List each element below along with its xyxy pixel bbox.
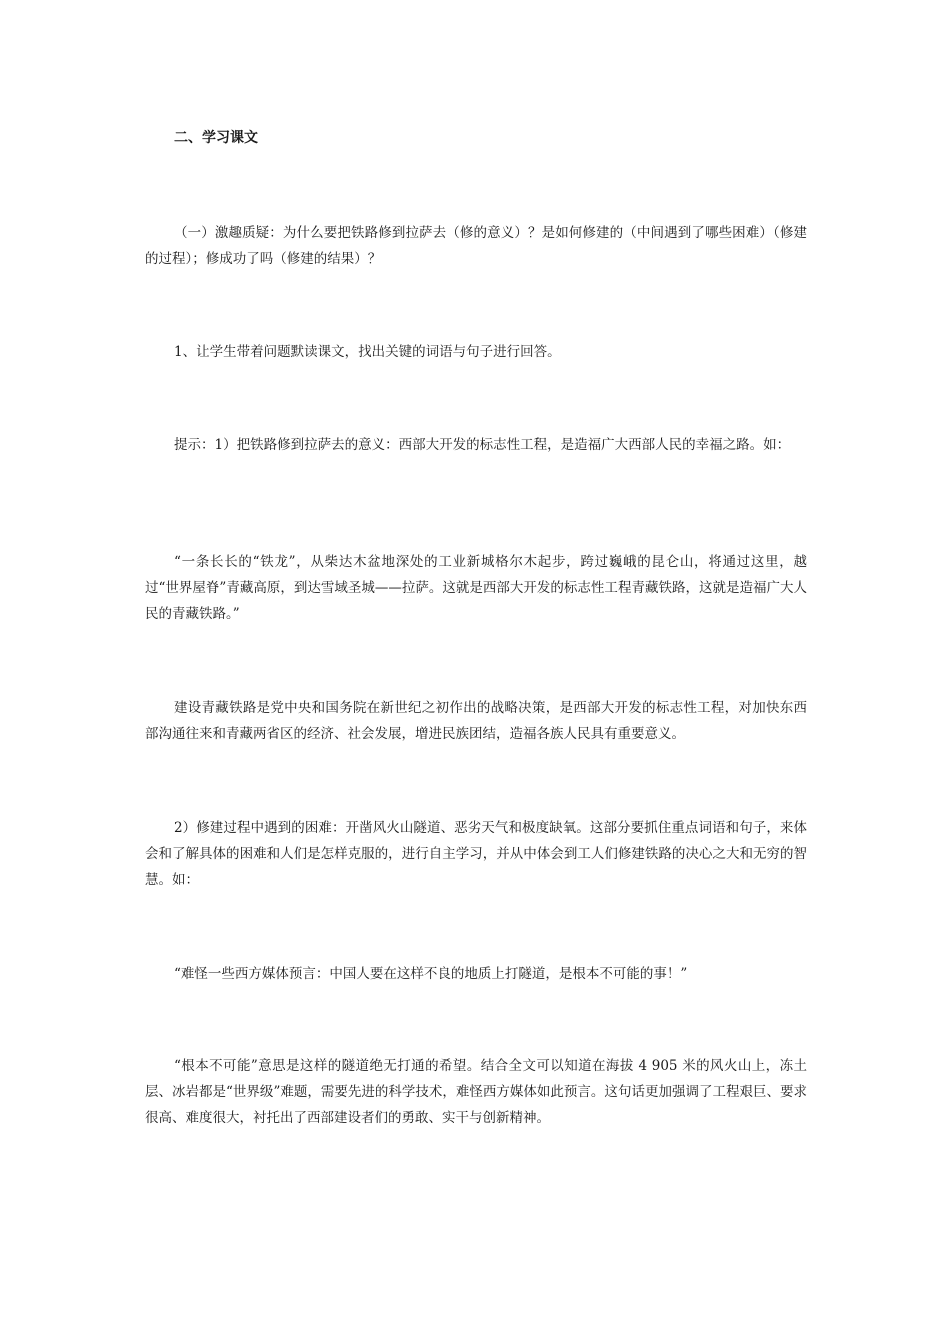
paragraph-questions: （一）激趣质疑：为什么要把铁路修到拉萨去（修的意义）？是如何修建的（中间遇到了哪些困难）（修建的过程）；修成功了吗（修建的结果）？ [145, 225, 807, 267]
paragraph-strategic-decision: 建设青藏铁路是党中央和国务院在新世纪之初作出的战略决策，是西部大开发的标志性工程，对加快东西部沟通往来和青藏两省区的经济、社会发展，增进民族团结，造福各族人民具有重要意义。 [145, 700, 807, 742]
paragraph-hint-significance: 提示：1）把铁路修到拉萨去的意义：西部大开发的标志性工程，是造福广大西部人民的幸福之路。如： [174, 437, 791, 453]
paragraph-quote-iron-dragon: “一条长长的“铁龙”，从柴达木盆地深处的工业新城格尔木起步，跨过巍峨的昆仑山，将通过这里，越过“世界屋脊”青藏高原，到达雪域圣城——拉萨。这就是西部大开发的标志性工程青藏铁路，这就是造福广大人民的青藏铁路。” [145, 554, 807, 622]
section-heading: 二、学习课文 [174, 130, 258, 146]
paragraph-analysis-impossible: “根本不可能”意思是这样的隧道绝无打通的希望。结合全文可以知道在海拔 4 905 米的风火山上，冻土层、冰岩都是“世界级”难题，需要先进的科学技术，难怪西方媒体如此预言。这句话更加强调了工程艰巨、要求很高、难度很大，衬托出了西部建设者们的勇敢、实干与创新精神。 [145, 1058, 807, 1126]
paragraph-quote-western-media: “难怪一些西方媒体预言：中国人要在这样不良的地质上打隧道，是根本不可能的事！” [174, 966, 688, 982]
paragraph-instruction: 1、让学生带着问题默读课文，找出关键的词语与句子进行回答。 [174, 344, 561, 360]
paragraph-difficulties: 2）修建过程中遇到的困难：开凿风火山隧道、恶劣天气和极度缺氧。这部分要抓住重点词语和句子，来体会和了解具体的困难和人们是怎样克服的，进行自主学习，并从中体会到工人们修建铁路的决心之大和无穷的智慧。如： [145, 820, 807, 888]
